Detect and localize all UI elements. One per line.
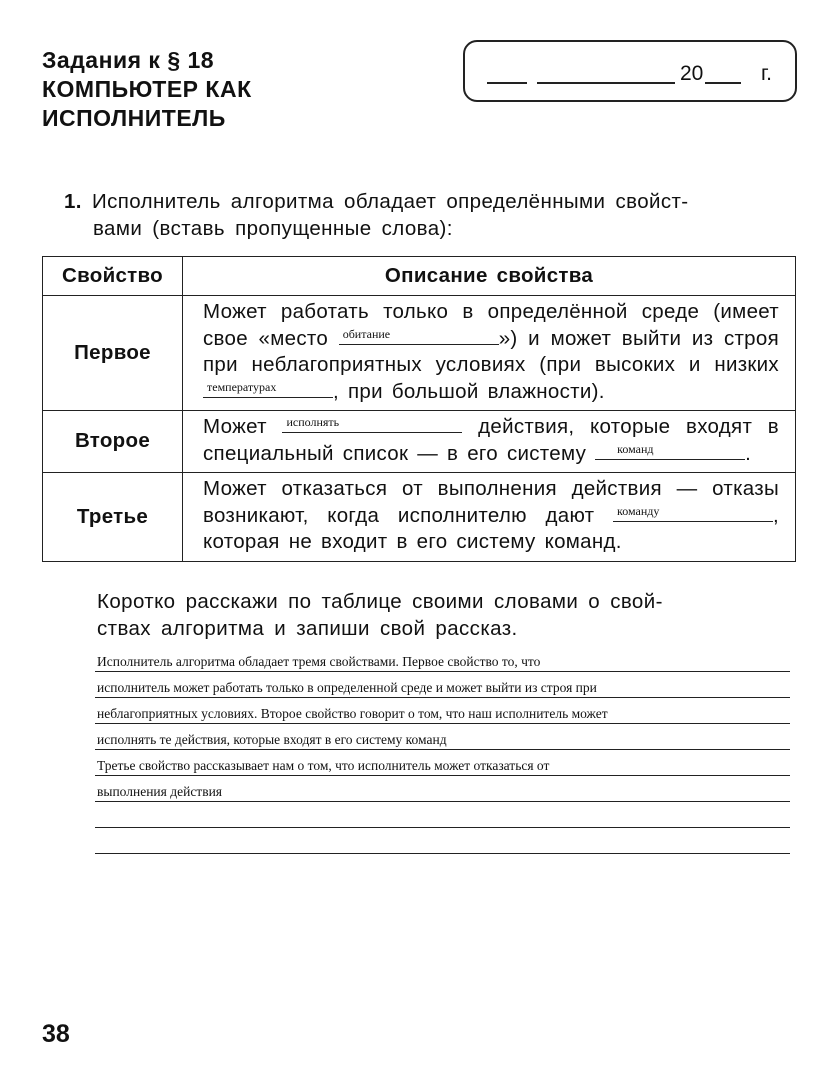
- filled-answer: исполнять: [286, 415, 340, 429]
- page-number: 38: [42, 1020, 70, 1048]
- date-month-line[interactable]: [537, 82, 675, 84]
- filled-answer: команд: [617, 441, 654, 456]
- task2-prompt: [42, 588, 796, 642]
- heading-line-1: Задания к § 18: [42, 47, 215, 73]
- filled-answer: команду: [617, 503, 660, 518]
- writing-line[interactable]: [95, 672, 790, 698]
- blank-field[interactable]: [282, 414, 462, 433]
- year-prefix: 20: [680, 62, 704, 85]
- writing-line[interactable]: [95, 724, 790, 750]
- answer-text-line: Третье свойство рассказывает нам о том, что исполнитель может отказаться от: [97, 757, 550, 773]
- answer-text-line: исполнитель может работать только в определенной среде и может выйти из строя при: [97, 679, 597, 695]
- blank-field[interactable]: [203, 379, 333, 398]
- writing-line[interactable]: [95, 802, 790, 828]
- date-day-line[interactable]: [487, 82, 527, 84]
- property-description: Может исполнять действия, которые входят в специальный список — в его систему команд .: [183, 411, 796, 473]
- header-description: Описание свойства: [183, 257, 796, 296]
- answer-text-line: Исполнитель алгоритма обладает тремя свойствами. Первое свойство то, что: [97, 653, 541, 669]
- table-row: [43, 473, 796, 562]
- property-name: Первое: [43, 296, 183, 411]
- writing-line[interactable]: [95, 776, 790, 802]
- writing-line[interactable]: [95, 828, 790, 854]
- filled-answer: обитание: [342, 326, 391, 341]
- answer-text-line: неблагоприятных условиях. Второе свойство говорит о том, что наш исполнитель может: [97, 705, 608, 721]
- property-name: Третье: [43, 473, 183, 562]
- page-content: [42, 188, 796, 854]
- table-row: [43, 296, 796, 411]
- blank-field[interactable]: [595, 441, 745, 460]
- table-header-row: [43, 257, 796, 296]
- task1-number: 1.: [64, 190, 82, 213]
- table-row: [43, 411, 796, 473]
- section-heading: [42, 46, 252, 133]
- date-box: [463, 40, 797, 102]
- answer-text-line: исполнять те действия, которые входят в его систему команд: [97, 731, 447, 747]
- answer-text-line: выполнения действия: [97, 783, 223, 799]
- writing-line[interactable]: [95, 646, 790, 672]
- writing-area: [95, 646, 790, 854]
- task1-line2: вами (вставь пропущенные слова):: [93, 217, 453, 240]
- property-description: Может отказаться от выполнения действия — отказы возникают, когда исполнителю дают команду , которая не входит в его систему команд.: [183, 473, 796, 562]
- heading-line-3: ИСПОЛНИТЕЛЬ: [42, 105, 226, 131]
- task2-line2: ствах алгоритма и запиши свой рассказ.: [97, 616, 518, 640]
- writing-line[interactable]: [95, 750, 790, 776]
- property-description: Может работать только в определённой среде (имеет свое «место обитание ») и может выйти из строя при неблагоприятных условиях (при высоких и низких температурах , при большой влажности).: [183, 296, 796, 411]
- blank-field[interactable]: [613, 503, 773, 522]
- task1-line1: Исполнитель алгоритма обладает определёнными свойст-: [92, 190, 689, 213]
- writing-line[interactable]: [95, 698, 790, 724]
- blank-field[interactable]: [339, 326, 499, 345]
- date-year-line[interactable]: [705, 82, 741, 84]
- task1-prompt: [42, 188, 796, 242]
- heading-line-2: КОМПЬЮТЕР КАК: [42, 76, 252, 102]
- task2-line1: Коротко расскажи по таблице своими словами о свой-: [97, 589, 663, 613]
- filled-answer: температурах: [207, 379, 277, 394]
- property-name: Второе: [43, 411, 183, 473]
- properties-table: [42, 256, 796, 562]
- header-property: Свойство: [43, 257, 183, 296]
- year-suffix: г.: [761, 62, 772, 85]
